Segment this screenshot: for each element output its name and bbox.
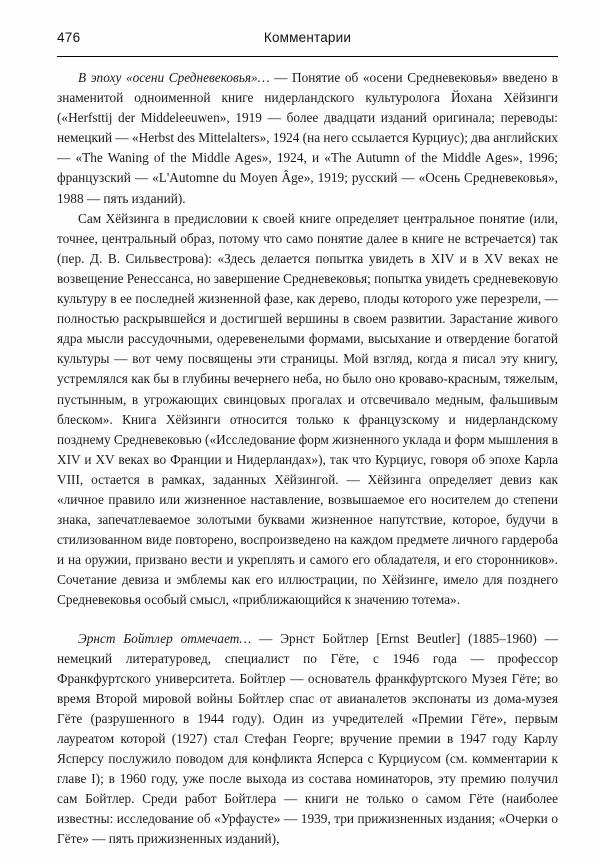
page-header	[57, 30, 558, 54]
entry-lead-in: Эрнст Бойтлер отмечает…	[78, 630, 252, 646]
commentary-entry	[57, 68, 558, 209]
entry-body-text: — Понятие об «осени Средневековья» введено в знаменитой одноименной книге нидерландского культуролога Йохана Хёйзинги («Herfsttij der Middeleeuwen», 1919 — более двадцати изданий оригинала; переводы: немецкий — «Herbst des Mittelalters», 1924 (на него ссылается Курциус); два английских — «The Waning of the Middle Ages», 1924, и «The Autumn of the Middle Ages», 1996; французский — «L'Automne du Moyen Âge», 1919; русский — «Осень Средневековья», 1988 — пять изданий).	[57, 70, 558, 206]
paragraph-body-text: Сам Хёйзинга в предисловии к своей книге определяет центральное понятие (или, точнее, центральный образ, потому что само понятие далее в книге не встречается) так (пер. Д. В. Сильвестрова): «Здесь делается попытка увидеть в XIV и в XV веках не возвещение Ренессанса, но завершение Средневековья; попытка увидеть средневековую культуру в ее последней жизненной фазе, как дерево, плоды которого уже перезрели, — полностью раскрывшейся и достигшей вершины в своем развитии. Зарастание живого ядра мысли рассудочными, одеревенелыми формами, высыхание и отвердение богатой культуры — вот чему посвящены эти страницы. Мой взгляд, когда я писал эту книгу, устремлялся как бы в глубины вечернего неба, но было оно кроваво-красным, тяжелым, пустынным, в угрожающих свинцовых прогалах и отсвечивало медным, фальшивым блеском». Книга Хёйзинги относится только к французскому и нидерландскому позднему Средневековью («Исследование форм жизненного уклада и форм мышления в XIV и XV веках во Франции и Нидерландах»), так что Курциус, говоря об эпохе Карла VIII, остается в рамках, заданных Хёйзингой. — Хёйзинга определяет девиз как «личное правило или жизненное наставление, возвышаемое его носителем до степени знака, запечатлеваемое золотыми буквами жизненное напутствие, которое, будучи в стилизованном виде повторено, воспроизведено на каждом предмете личного гардероба и на оружии, призвано вести и укреплять и самого его обладателя, и его сторонников». Сочетание девиза и эмблемы как его иллюстрации, по Хёйзинге, имело для позднего Средневековья особый смысл, «приближающийся к значению тотема».	[57, 210, 558, 608]
page-number: 476	[57, 30, 81, 45]
commentary-entry	[57, 629, 558, 850]
entry-lead-in: В эпоху «осени Средневековья»…	[78, 70, 270, 85]
running-title: Комментарии	[263, 30, 352, 45]
body-text-column	[57, 68, 558, 850]
header-divider-rule	[57, 56, 558, 57]
entry-body-text: — Эрнст Бойтлер [Ernst Beutler] (1885–1960) — немецкий литературовед, специалист по Гёте, с 1946 года — профессор Франкфуртского университета. Бойтлер — основатель франкфуртского Музея Гёте; во время Второй мировой войны Бойтлер спас от авианалетов экспонаты из дома-музея Гёте (разрушенного в 1944 году). Один из учредителей «Премии Гёте», первым лауреатом которой (1927) стал Стефан Георге; вручение премии в 1947 году Карлу Ясперсу послужило поводом для конфликта Ясперса с Курциусом (см. комментарии к главе I); в 1960 году, уже после выхода из состава номинаторов, эту премию получил сам Бойтлер. Среди работ Бойтлера — книги не только о самом Гёте (наиболее известны: исследование об «Урфаусте» — 1939, три прижизненных издания; «Очерки о Гёте» — пять прижизненных изданий),	[57, 630, 558, 847]
commentary-paragraph	[57, 209, 558, 611]
